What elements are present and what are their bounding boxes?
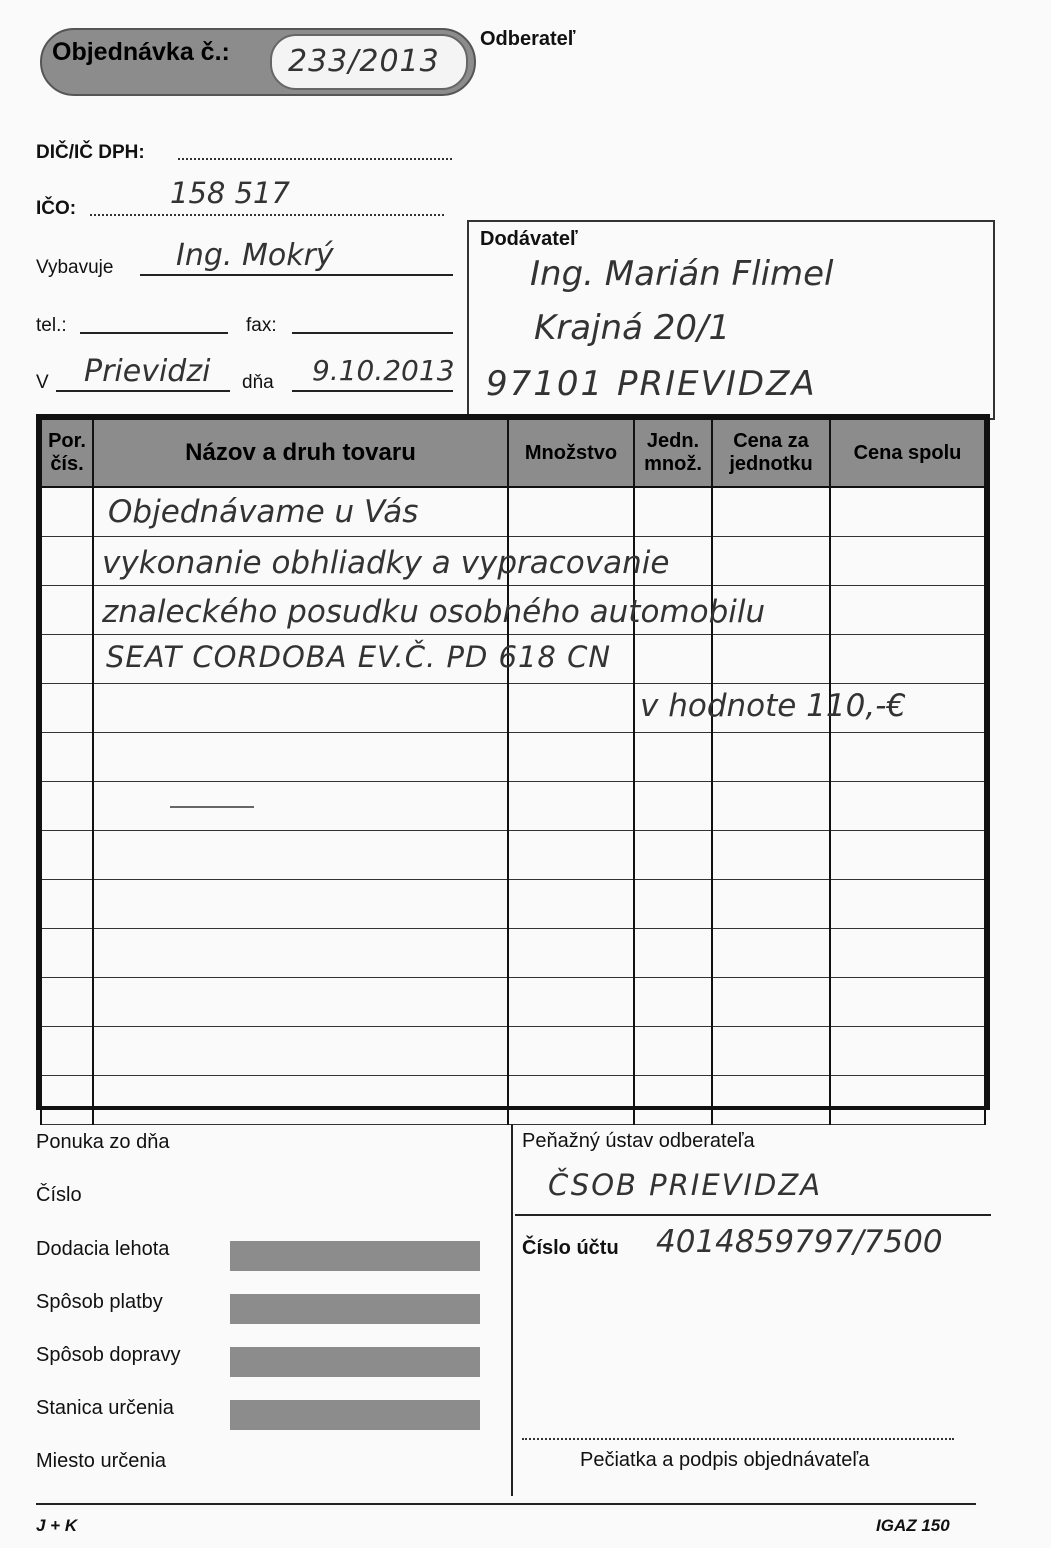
dic-label: DIČ/IČ DPH: [36,142,145,163]
payment-field [230,1294,480,1324]
delivery-field [230,1241,480,1271]
station-label: Stanica určenia [36,1397,174,1419]
item-text-line-5: v hodnote 110,-€ [640,688,907,724]
fax-label: fax: [246,315,277,336]
supplier-city: 97101 PRIEVIDZA [486,364,817,404]
col-header-unit: Jedn. množ. [634,419,712,487]
date-label: dňa [242,372,274,393]
transport-label: Spôsob dopravy [36,1344,181,1366]
delivery-label: Dodacia lehota [36,1238,170,1260]
tel-label: tel.: [36,315,67,336]
table-row [41,831,985,880]
bank-value: ČSOB PRIEVIDZA [548,1168,823,1202]
tel-field [80,332,228,334]
item-text-line-4: SEAT CORDOBA EV.Č. PD 618 CN [106,640,612,674]
pen-mark [170,806,254,808]
ico-label: IČO: [36,198,77,219]
bottom-divider [511,1124,513,1496]
handled-value: Ing. Mokrý [176,238,334,273]
col-header-unit-price: Cena za jednotku [712,419,830,487]
table-header-row [41,419,985,487]
col-header-total: Cena spolu [830,419,985,487]
transport-field [230,1347,480,1377]
table-row [41,1076,985,1125]
col-header-quantity: Množstvo [508,419,634,487]
ico-value: 158 517 [170,176,290,210]
date-value: 9.10.2013 [312,354,455,387]
fax-field [292,332,453,334]
customer-heading: Odberateľ [480,28,576,50]
form-code: IGAZ 150 [876,1516,950,1535]
bank-label: Peňažný ústav odberateľa [522,1130,755,1152]
supplier-street: Krajná 20/1 [534,308,731,348]
station-field [230,1400,480,1430]
order-label: Objednávka č.: [52,38,230,66]
table-row [41,880,985,929]
table-row [41,929,985,978]
bank-divider [515,1214,991,1216]
number-label: Číslo [36,1184,82,1206]
table-row [41,733,985,782]
footer-rule [36,1503,976,1505]
item-text-line-3: znaleckého posudku osobného automobilu [102,594,766,630]
order-number-value: 233/2013 [288,44,440,79]
date-field [292,390,453,392]
payment-label: Spôsob platby [36,1291,163,1313]
table-row [41,1027,985,1076]
handled-label: Vybavuje [36,257,114,278]
table-row [41,978,985,1027]
item-text-line-2: vykonanie obhliadky a vypracovanie [102,545,670,581]
destination-label: Miesto určenia [36,1450,167,1472]
place-field [56,390,230,392]
item-text-line-1: Objednávame u Vás [108,494,419,530]
stamp-label: Pečiatka a podpis objednávateľa [580,1449,870,1471]
col-header-name: Názov a druh tovaru [93,419,508,487]
footer-left: J + K [36,1516,78,1535]
col-header-number: Por. čís. [41,419,93,487]
supplier-heading: Dodávateľ [480,228,578,250]
place-value: Prievidzi [84,354,211,389]
supplier-name: Ing. Marián Flimel [530,254,834,294]
handled-field [140,274,453,276]
signature-line [522,1438,954,1440]
offer-label: Ponuka zo dňa [36,1131,170,1153]
place-label: V [36,372,49,393]
dic-field [178,158,452,160]
account-value: 4014859797/7500 [656,1224,943,1260]
ico-field [90,214,444,216]
account-label: Číslo účtu [522,1237,619,1259]
